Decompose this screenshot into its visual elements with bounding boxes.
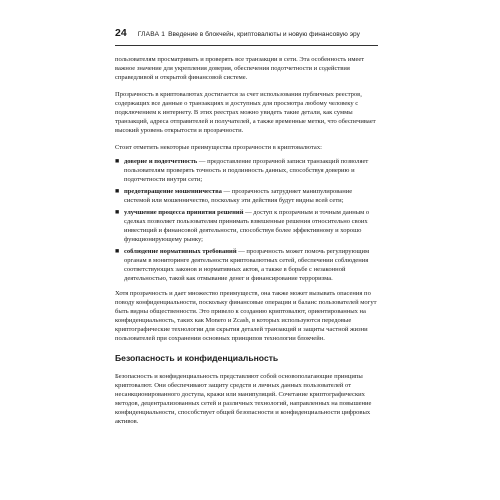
bullet-term: соблюдение нормативных требований — [124, 248, 237, 255]
list-item — [115, 247, 378, 283]
header-rule — [115, 45, 378, 46]
list-item — [115, 208, 378, 244]
bullet-icon: ■ — [115, 157, 120, 165]
paragraph-advantages-intro: Стоит отметить некоторые преимущества прозрачности в криптовалютах: — [115, 144, 322, 151]
page-number: 24 — [115, 27, 127, 39]
bullet-term: предотвращение мошенничества — [124, 188, 222, 195]
bullet-text: — доступ к прозрачным и точным данным о сделках позволяет пользователям принимать взвешенные решения относительно своих инвестиций и финансовой деятельности, способствуя более эффективному и хорошо функционирующему рынку; — [124, 209, 370, 243]
body-text — [115, 55, 378, 434]
bullet-term: улучшение процесса принятия решений — [124, 209, 244, 216]
bullet-icon: ■ — [115, 208, 120, 216]
advantages-list — [115, 157, 378, 283]
section-heading: Безопасность и конфиденциальность — [115, 353, 279, 363]
paragraph-continued: пользователям просматривать и проверять все транзакции в сети. Эта особенность имеет важное значение для укрепления доверия, обеспечения подотчетности и содействия справедливой и открытой финансовой системе. — [115, 56, 365, 81]
chapter-title: Введение в блокчейн, криптовалюты и новую финансовую эру — [168, 31, 360, 38]
bullet-term: доверие и подотчетность — [124, 158, 198, 165]
list-item — [115, 187, 378, 205]
bullet-text: — предоставление прозрачной записи транзакций позволяет пользователям проверять точность и подлинность данных, способствуя доверию и подотчетности внутри сети; — [124, 158, 369, 183]
bullet-icon: ■ — [115, 247, 120, 255]
running-head — [115, 27, 415, 41]
bullet-text: — прозрачность может помочь регулирующим органам в мониторинге деятельности криптовалютных сетей, обеспечении соблюдения соответствующих законов и нормативных актов, а также в борьбе с незаконной деятельностью, такой как отмывание денег и финансирование терроризма. — [124, 248, 370, 282]
bullet-text: — прозрачность затрудняет манипулирование системой или мошенничество, поскольку эти действия будут видны всей сети; — [124, 188, 353, 204]
chapter-label: ГЛАВА 1 — [137, 31, 166, 38]
bullet-icon: ■ — [115, 187, 120, 195]
paragraph-privacy-concerns: Хотя прозрачность и дает множество преимуществ, она также может вызывать опасения по поводу конфиденциальности, поскольку финансовые операции и баланс пользователей могут быть видны общественности. Это привело к созданию криптовалют, ориентированных на конфиденциальность, таких как Monero и Zcash, в которых используются передовые криптографические технологии для скрытия деталей транзакций и защиты частной жизни пользователей при сохранении основных принципов технологии блокчейн. — [115, 290, 377, 342]
paragraph-transparency: Прозрачность в криптовалютах достигается за счет использования публичных реестров, содержащих все данные о транзакциях и доступных для просмотра любому человеку с подключением к интернету. В этих реестрах можно увидеть такие детали, как суммы транзакций, адреса отправителей и получателей, а также временные метки, что обеспечивает высокий уровень открытости и прозрачности. — [115, 91, 376, 134]
list-item — [115, 157, 378, 184]
paragraph-security: Безопасность и конфиденциальность представляют собой основополагающие принципы криптовалют. Они обеспечивают защиту средств и личных данных пользователей от несанкционированного доступа, кражи или манипуляций. Сочетание криптографических методов, децентрализованных сетей и различных технологий, направленных на повышение конфиденциальности, способствует общей безопасности и конфиденциальности цифровых активов. — [115, 373, 372, 425]
